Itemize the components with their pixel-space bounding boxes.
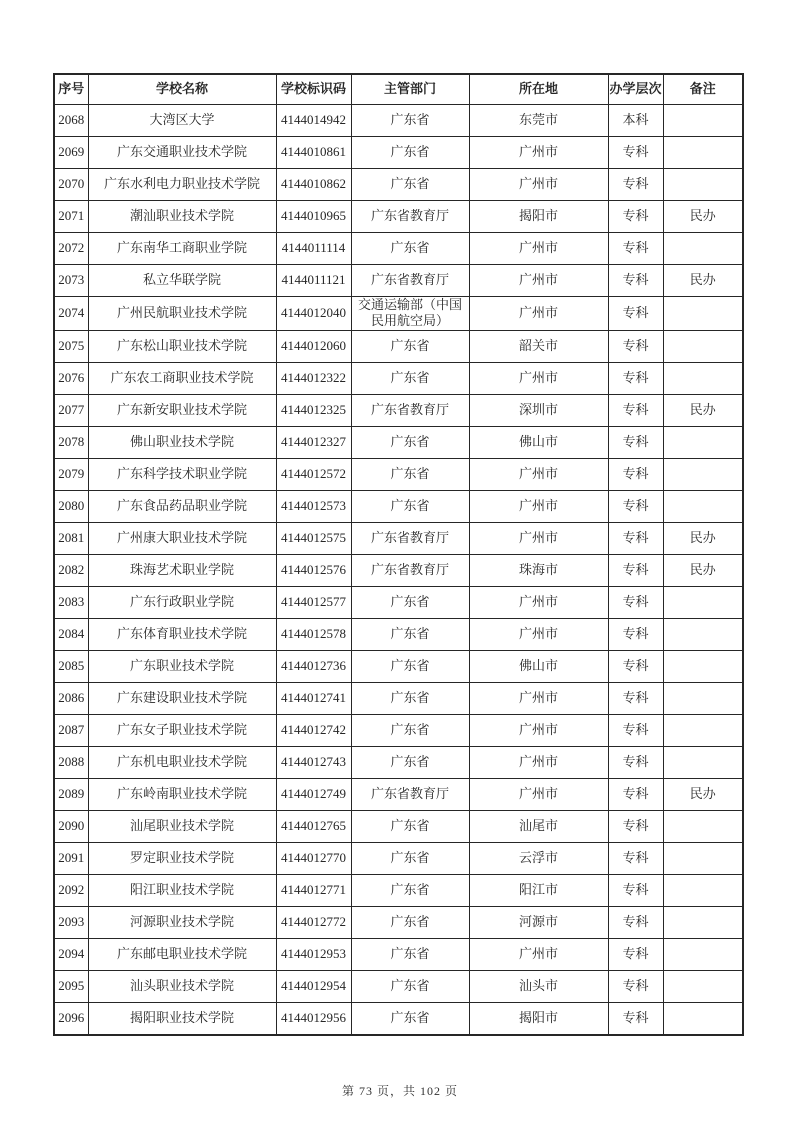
cell-level: 专科 <box>608 939 663 971</box>
cell-department: 广东省 <box>351 843 469 875</box>
table-row <box>54 427 743 459</box>
table-header <box>54 74 743 104</box>
table-row <box>54 811 743 843</box>
cell-location: 揭阳市 <box>469 1003 608 1035</box>
cell-school-name: 揭阳职业技术学院 <box>88 1003 276 1035</box>
cell-remarks <box>663 747 743 779</box>
cell-location: 广州市 <box>469 747 608 779</box>
table-row <box>54 331 743 363</box>
cell-department: 广东省 <box>351 619 469 651</box>
cell-remarks: 民办 <box>663 555 743 587</box>
cell-index: 2078 <box>54 427 88 459</box>
table-row <box>54 747 743 779</box>
cell-department: 广东省 <box>351 168 469 200</box>
header-remarks: 备注 <box>663 74 743 104</box>
cell-department: 广东省 <box>351 939 469 971</box>
cell-school-code: 4144012749 <box>276 779 351 811</box>
cell-school-name: 潮汕职业技术学院 <box>88 200 276 232</box>
cell-level: 专科 <box>608 459 663 491</box>
cell-level: 专科 <box>608 491 663 523</box>
cell-remarks <box>663 232 743 264</box>
page-footer: 第 73 页，共 102 页 <box>341 1084 458 1098</box>
cell-level: 专科 <box>608 811 663 843</box>
cell-level: 专科 <box>608 395 663 427</box>
cell-remarks <box>663 459 743 491</box>
cell-location: 东莞市 <box>469 104 608 136</box>
cell-level: 专科 <box>608 747 663 779</box>
cell-level: 专科 <box>608 264 663 296</box>
cell-department: 广东省 <box>351 587 469 619</box>
cell-index: 2076 <box>54 363 88 395</box>
table-row <box>54 363 743 395</box>
cell-location: 韶关市 <box>469 331 608 363</box>
cell-school-name: 阳江职业技术学院 <box>88 875 276 907</box>
cell-department: 广东省教育厅 <box>351 779 469 811</box>
cell-location: 佛山市 <box>469 427 608 459</box>
cell-remarks <box>663 939 743 971</box>
cell-school-code: 4144012327 <box>276 427 351 459</box>
cell-index: 2081 <box>54 523 88 555</box>
cell-school-name: 珠海艺术职业学院 <box>88 555 276 587</box>
cell-school-name: 广东机电职业技术学院 <box>88 747 276 779</box>
cell-level: 专科 <box>608 296 663 331</box>
cell-department: 广东省教育厅 <box>351 200 469 232</box>
cell-remarks <box>663 136 743 168</box>
cell-level: 专科 <box>608 427 663 459</box>
cell-level: 专科 <box>608 168 663 200</box>
cell-location: 广州市 <box>469 296 608 331</box>
cell-location: 广州市 <box>469 168 608 200</box>
cell-level: 专科 <box>608 363 663 395</box>
cell-remarks <box>663 875 743 907</box>
cell-school-name: 广东食品药品职业学院 <box>88 491 276 523</box>
cell-school-name: 河源职业技术学院 <box>88 907 276 939</box>
cell-remarks: 民办 <box>663 200 743 232</box>
cell-index: 2087 <box>54 715 88 747</box>
cell-remarks <box>663 1003 743 1035</box>
cell-department: 广东省 <box>351 747 469 779</box>
school-list-table <box>53 73 744 1036</box>
cell-school-code: 4144012576 <box>276 555 351 587</box>
cell-department: 广东省 <box>351 104 469 136</box>
cell-index: 2094 <box>54 939 88 971</box>
cell-location: 阳江市 <box>469 875 608 907</box>
cell-remarks <box>663 843 743 875</box>
table-row <box>54 683 743 715</box>
cell-department: 广东省 <box>351 363 469 395</box>
cell-school-name: 大湾区大学 <box>88 104 276 136</box>
cell-school-code: 4144012572 <box>276 459 351 491</box>
cell-school-name: 广东新安职业技术学院 <box>88 395 276 427</box>
cell-department: 广东省 <box>351 715 469 747</box>
cell-remarks <box>663 683 743 715</box>
cell-level: 专科 <box>608 232 663 264</box>
table-row <box>54 779 743 811</box>
cell-school-code: 4144012040 <box>276 296 351 331</box>
cell-index: 2092 <box>54 875 88 907</box>
cell-location: 广州市 <box>469 939 608 971</box>
table-row <box>54 264 743 296</box>
cell-remarks: 民办 <box>663 264 743 296</box>
cell-department: 广东省 <box>351 971 469 1003</box>
table-row <box>54 232 743 264</box>
cell-location: 珠海市 <box>469 555 608 587</box>
cell-school-name: 广东交通职业技术学院 <box>88 136 276 168</box>
table-row <box>54 136 743 168</box>
cell-department: 广东省教育厅 <box>351 523 469 555</box>
cell-school-code: 4144014942 <box>276 104 351 136</box>
cell-location: 汕头市 <box>469 971 608 1003</box>
cell-school-name: 广东建设职业技术学院 <box>88 683 276 715</box>
cell-remarks <box>663 971 743 1003</box>
cell-index: 2077 <box>54 395 88 427</box>
cell-school-name: 广东松山职业技术学院 <box>88 331 276 363</box>
cell-school-code: 4144010862 <box>276 168 351 200</box>
cell-remarks <box>663 907 743 939</box>
cell-location: 广州市 <box>469 136 608 168</box>
table-row <box>54 875 743 907</box>
cell-level: 专科 <box>608 907 663 939</box>
table-row <box>54 459 743 491</box>
cell-location: 广州市 <box>469 683 608 715</box>
cell-index: 2095 <box>54 971 88 1003</box>
cell-school-code: 4144012322 <box>276 363 351 395</box>
cell-location: 广州市 <box>469 587 608 619</box>
cell-remarks <box>663 296 743 331</box>
cell-index: 2083 <box>54 587 88 619</box>
cell-location: 广州市 <box>469 459 608 491</box>
header-department: 主管部门 <box>351 74 469 104</box>
header-location: 所在地 <box>469 74 608 104</box>
cell-department: 广东省 <box>351 811 469 843</box>
cell-remarks <box>663 363 743 395</box>
table-row <box>54 619 743 651</box>
cell-location: 深圳市 <box>469 395 608 427</box>
cell-index: 2093 <box>54 907 88 939</box>
cell-location: 汕尾市 <box>469 811 608 843</box>
cell-remarks <box>663 715 743 747</box>
cell-index: 2089 <box>54 779 88 811</box>
cell-school-name: 广东南华工商职业学院 <box>88 232 276 264</box>
cell-location: 佛山市 <box>469 651 608 683</box>
table-row <box>54 939 743 971</box>
header-school-name: 学校名称 <box>88 74 276 104</box>
cell-level: 专科 <box>608 875 663 907</box>
cell-school-code: 4144012573 <box>276 491 351 523</box>
cell-location: 广州市 <box>469 779 608 811</box>
table-row <box>54 971 743 1003</box>
cell-location: 河源市 <box>469 907 608 939</box>
cell-department: 广东省 <box>351 331 469 363</box>
cell-index: 2073 <box>54 264 88 296</box>
cell-school-code: 4144012742 <box>276 715 351 747</box>
cell-location: 广州市 <box>469 491 608 523</box>
cell-school-name: 广东水利电力职业技术学院 <box>88 168 276 200</box>
cell-index: 2068 <box>54 104 88 136</box>
cell-location: 广州市 <box>469 232 608 264</box>
cell-location: 广州市 <box>469 363 608 395</box>
cell-department: 广东省 <box>351 651 469 683</box>
cell-remarks <box>663 811 743 843</box>
cell-level: 专科 <box>608 1003 663 1035</box>
cell-school-code: 4144012953 <box>276 939 351 971</box>
cell-index: 2090 <box>54 811 88 843</box>
cell-index: 2070 <box>54 168 88 200</box>
cell-school-code: 4144012770 <box>276 843 351 875</box>
cell-department: 广东省教育厅 <box>351 264 469 296</box>
cell-index: 2096 <box>54 1003 88 1035</box>
header-level: 办学层次 <box>608 74 663 104</box>
cell-remarks <box>663 619 743 651</box>
cell-level: 专科 <box>608 779 663 811</box>
cell-department: 广东省 <box>351 491 469 523</box>
header-index: 序号 <box>54 74 88 104</box>
cell-remarks: 民办 <box>663 395 743 427</box>
table-row <box>54 200 743 232</box>
cell-remarks <box>663 331 743 363</box>
cell-location: 广州市 <box>469 523 608 555</box>
cell-index: 2072 <box>54 232 88 264</box>
cell-school-name: 汕头职业技术学院 <box>88 971 276 1003</box>
cell-school-name: 广东女子职业技术学院 <box>88 715 276 747</box>
cell-school-name: 汕尾职业技术学院 <box>88 811 276 843</box>
cell-school-code: 4144010861 <box>276 136 351 168</box>
cell-level: 专科 <box>608 683 663 715</box>
cell-school-code: 4144012736 <box>276 651 351 683</box>
cell-remarks <box>663 651 743 683</box>
cell-location: 广州市 <box>469 264 608 296</box>
cell-level: 专科 <box>608 971 663 1003</box>
cell-level: 专科 <box>608 200 663 232</box>
table-row <box>54 168 743 200</box>
table-row <box>54 587 743 619</box>
cell-remarks <box>663 587 743 619</box>
header-row <box>54 74 743 104</box>
cell-department: 广东省 <box>351 875 469 907</box>
cell-index: 2082 <box>54 555 88 587</box>
cell-index: 2069 <box>54 136 88 168</box>
cell-school-code: 4144012743 <box>276 747 351 779</box>
table-row <box>54 104 743 136</box>
table-row <box>54 395 743 427</box>
cell-school-name: 佛山职业技术学院 <box>88 427 276 459</box>
table-row <box>54 1003 743 1035</box>
cell-index: 2084 <box>54 619 88 651</box>
cell-school-code: 4144012577 <box>276 587 351 619</box>
cell-department: 交通运输部（中国民用航空局） <box>351 296 469 331</box>
cell-level: 专科 <box>608 843 663 875</box>
cell-index: 2086 <box>54 683 88 715</box>
cell-department: 广东省教育厅 <box>351 555 469 587</box>
cell-index: 2071 <box>54 200 88 232</box>
cell-remarks <box>663 104 743 136</box>
cell-level: 专科 <box>608 523 663 555</box>
cell-department: 广东省 <box>351 136 469 168</box>
cell-school-name: 广东科学技术职业学院 <box>88 459 276 491</box>
cell-school-code: 4144012772 <box>276 907 351 939</box>
cell-department: 广东省 <box>351 907 469 939</box>
cell-school-code: 4144012771 <box>276 875 351 907</box>
cell-level: 专科 <box>608 555 663 587</box>
cell-school-name: 广州民航职业技术学院 <box>88 296 276 331</box>
cell-level: 专科 <box>608 619 663 651</box>
cell-index: 2091 <box>54 843 88 875</box>
cell-school-code: 4144012060 <box>276 331 351 363</box>
cell-remarks: 民办 <box>663 523 743 555</box>
cell-index: 2085 <box>54 651 88 683</box>
cell-index: 2074 <box>54 296 88 331</box>
cell-school-name: 私立华联学院 <box>88 264 276 296</box>
cell-school-code: 4144012741 <box>276 683 351 715</box>
cell-school-name: 广州康大职业技术学院 <box>88 523 276 555</box>
cell-department: 广东省 <box>351 232 469 264</box>
cell-index: 2075 <box>54 331 88 363</box>
cell-location: 云浮市 <box>469 843 608 875</box>
cell-school-name: 广东行政职业学院 <box>88 587 276 619</box>
table-row <box>54 523 743 555</box>
cell-level: 专科 <box>608 136 663 168</box>
table-row <box>54 651 743 683</box>
cell-school-name: 广东农工商职业技术学院 <box>88 363 276 395</box>
header-school-code: 学校标识码 <box>276 74 351 104</box>
cell-level: 专科 <box>608 715 663 747</box>
cell-school-code: 4144011121 <box>276 264 351 296</box>
cell-school-code: 4144012325 <box>276 395 351 427</box>
cell-school-code: 4144012954 <box>276 971 351 1003</box>
cell-remarks <box>663 427 743 459</box>
cell-school-code: 4144012765 <box>276 811 351 843</box>
table-row <box>54 555 743 587</box>
cell-school-name: 广东邮电职业技术学院 <box>88 939 276 971</box>
cell-index: 2080 <box>54 491 88 523</box>
cell-location: 广州市 <box>469 715 608 747</box>
cell-school-name: 广东体育职业技术学院 <box>88 619 276 651</box>
table-row <box>54 715 743 747</box>
table-body <box>54 104 743 1035</box>
cell-location: 揭阳市 <box>469 200 608 232</box>
cell-level: 本科 <box>608 104 663 136</box>
cell-level: 专科 <box>608 331 663 363</box>
cell-school-code: 4144012956 <box>276 1003 351 1035</box>
table-row <box>54 296 743 331</box>
cell-index: 2079 <box>54 459 88 491</box>
cell-department: 广东省教育厅 <box>351 395 469 427</box>
table-row <box>54 907 743 939</box>
table-row <box>54 491 743 523</box>
cell-school-code: 4144010965 <box>276 200 351 232</box>
cell-level: 专科 <box>608 651 663 683</box>
cell-department: 广东省 <box>351 427 469 459</box>
cell-location: 广州市 <box>469 619 608 651</box>
cell-department: 广东省 <box>351 459 469 491</box>
cell-school-name: 广东岭南职业技术学院 <box>88 779 276 811</box>
table-row <box>54 843 743 875</box>
cell-school-name: 广东职业技术学院 <box>88 651 276 683</box>
cell-remarks <box>663 168 743 200</box>
cell-school-code: 4144012578 <box>276 619 351 651</box>
cell-department: 广东省 <box>351 683 469 715</box>
cell-school-name: 罗定职业技术学院 <box>88 843 276 875</box>
cell-remarks: 民办 <box>663 779 743 811</box>
cell-school-code: 4144011114 <box>276 232 351 264</box>
cell-remarks <box>663 491 743 523</box>
cell-level: 专科 <box>608 587 663 619</box>
cell-school-code: 4144012575 <box>276 523 351 555</box>
cell-index: 2088 <box>54 747 88 779</box>
cell-department: 广东省 <box>351 1003 469 1035</box>
